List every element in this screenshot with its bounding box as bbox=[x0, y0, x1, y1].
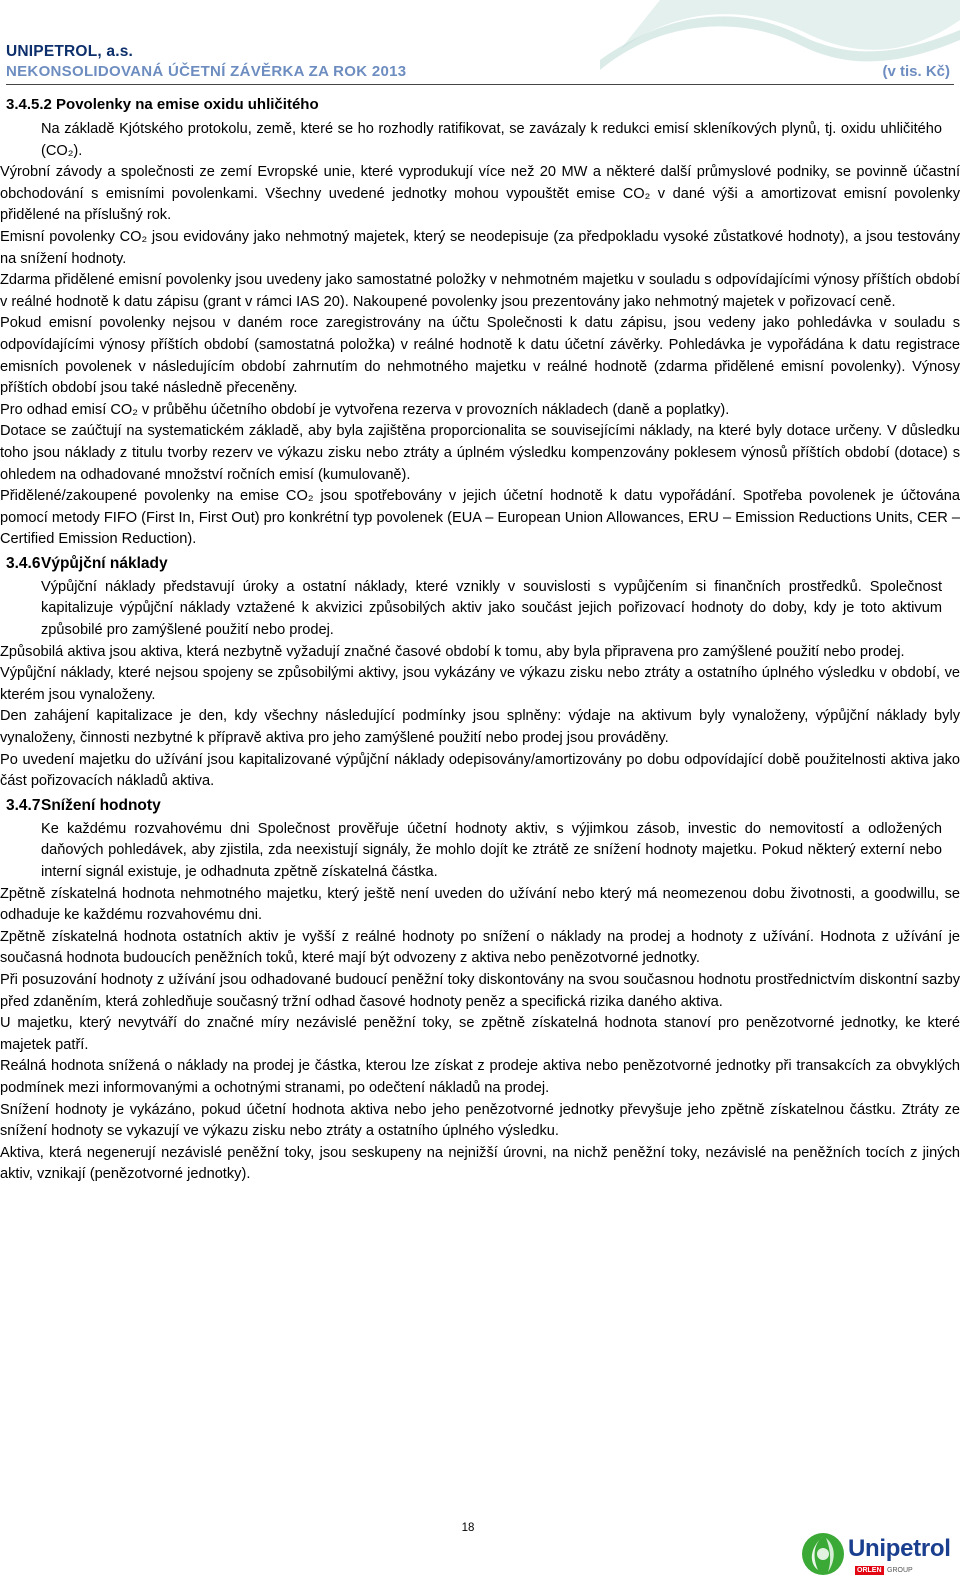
company-name: UNIPETROL, a.s. bbox=[6, 43, 134, 60]
section-borrowing-body bbox=[0, 577, 960, 793]
logo-orlen: ORLEN bbox=[857, 1567, 882, 1574]
paragraph: Při posuzování hodnoty z užívání jsou odhadované budoucí peněžní toky diskontovány na svou současnou hodnotu prostřednictvím diskontní sazby před zdaněním, která zohledňuje současný tržní odhad časové hodnoty peněz a specifická rizika daného aktiva. bbox=[0, 971, 960, 1010]
section-number: 3.4.7 bbox=[6, 796, 41, 814]
paragraph: Snížení hodnoty je vykázáno, pokud účetní hodnota aktiva nebo jeho penězotvorné jednotky převyšuje jeho zpětně získatelnou částku. Ztráty ze snížení hodnoty se vykazují ve výkazu zisku nebo ztráty a ostatního úplného výsledku. bbox=[0, 1101, 960, 1140]
section-title: Snížení hodnoty bbox=[41, 796, 161, 814]
section-impairment-body bbox=[0, 819, 960, 1186]
paragraph: Výpůjční náklady, které nejsou spojeny se způsobilými aktivy, jsou vykázány ve výkazu zisku nebo ztráty a ostatního úplného výsledku v období, ve kterém jsou vynaloženy. bbox=[0, 665, 960, 703]
paragraph: Ke každému rozvahovému dni Společnost prověřuje účetní hodnoty aktiv, s výjimkou zásob, investic do nemovitostí a odložených daňových pohledávek, aby zjistila, zda neexistují signály, že mohlo dojít ke ztrátě ze snížení hodnoty majetku. Pokud některý externí nebo interní signál existuje, je odhadnuta zpětně získatelná částka. bbox=[41, 820, 942, 880]
paragraph: U majetku, který nevytváří do značné míry nezávislé peněžní toky, se zpětně získatelná hodnota stanoví pro penězotvorné jednotky, ke které majetek patří. bbox=[0, 1015, 960, 1053]
section-heading-co2: 3.4.5.2 Povolenky na emise oxidu uhličitého bbox=[6, 96, 319, 113]
page-number: 18 bbox=[461, 1522, 475, 1534]
paragraph: Den zahájení kapitalizace je den, kdy všechny následující podmínky jsou splněny: výdaje na aktivum byly vynaloženy, výpůjční náklady byly vynaloženy, činnosti nezbytné k přípravě aktiva pro jeho zamýšlené použití nebo prodej jsou prováděny. bbox=[0, 708, 960, 747]
section-co2-body bbox=[0, 119, 960, 551]
unipetrol-logo-icon bbox=[800, 1530, 846, 1578]
logo-wordmark: Unipetrol bbox=[848, 1535, 951, 1562]
paragraph: Výrobní závody a společnosti ze zemí Evropské unie, které vyprodukují více než 20 MW a některé další průmyslové podniky, se povinně účastní obchodování s emisními povolenkami. Všechny uvedené jednotky mohou vypouštět emise CO₂ v dané výši a amortizovat emisní povolenky přidělené na příslušný rok. bbox=[0, 164, 960, 224]
logo-group: GROUP bbox=[887, 1567, 913, 1574]
paragraph: Výpůjční náklady představují úroky a ostatní náklady, které vznikly v souvislosti s vypůjčením si finančních prostředků. Společnost kapitalizuje výpůjční náklady vztažené k akvizici způsobilých aktiv jako součást jejich pořizovací hodnoty do doby, kdy je toto aktivum způsobilé pro zamýšlené použití nebo prodej. bbox=[41, 578, 942, 639]
document-body bbox=[0, 96, 960, 1186]
report-title: NEKONSOLIDOVANÁ ÚČETNÍ ZÁVĚRKA ZA ROK 2013 bbox=[6, 63, 407, 80]
paragraph: Reálná hodnota snížená o náklady na prodej je částka, kterou lze získat z prodeje aktiva nebo penězotvorné jednotky při transakcích za obvyklých podmínek mezi informovanými a ochotnými stranami, po odečtení nákladů na prodej. bbox=[0, 1058, 960, 1096]
paragraph: Pokud emisní povolenky nejsou v daném roce zaregistrovány na účtu Společnosti k datu zápisu, jsou vedeny jako pohledávka v souladu s odpovídajícími výnosy příštích období (samostatná položka) v reálné hodnotě k datu účetní závěrky. Pohledávka je vypořádána k datu registrace emisních povolenek v následujícím období zahrnutím do nehmotného majetku v reálné hodnotě (zdarma přidělené emisní povolenky). Výnosy příštích období jsou také následně přeceněny. bbox=[0, 315, 960, 397]
paragraph: Pro odhad emisí CO₂ v průběhu účetního období je vytvořena rezerva v provozních nákladech (daně a poplatky). bbox=[0, 401, 730, 418]
paragraph: Zdarma přidělené emisní povolenky jsou uvedeny jako samostatné položky v nehmotném majetku v souladu s odpovídajícími výnosy příštích období v reálné hodnotě k datu zápisu (grant v rámci IAS 20). Nakoupené povolenky jsou prezentovány jako nehmotný majetek v pořizovací ceně. bbox=[0, 272, 960, 310]
currency-unit: (v tis. Kč) bbox=[882, 63, 950, 80]
section-heading-impairment bbox=[6, 797, 960, 815]
section-heading-borrowing-costs bbox=[6, 555, 960, 573]
page-header bbox=[0, 0, 960, 90]
paragraph: Přidělené/zakoupené povolenky na emise CO₂ jsou spotřebovány v jejich účetní hodnotě k datu vypořádání. Spotřeba povolenek je účtována pomocí metody FIFO (First In, First Out) pro konkrétní typ povolenek (EUA – European Union Allowances, ERU – Emission Reductions Units, CER – Certified Emission Reduction). bbox=[0, 488, 960, 548]
section-title: Výpůjční náklady bbox=[41, 554, 168, 572]
header-divider bbox=[6, 84, 954, 85]
paragraph: Zpětně získatelná hodnota nehmotného majetku, který ještě není uveden do užívání nebo který má neomezenou dobu životnosti, a goodwillu, se odhaduje ke každému rozvahovému dni. bbox=[0, 885, 960, 924]
paragraph: Na základě Kjótského protokolu, země, které se ho rozhodly ratifikovat, se zavázaly k redukci emisí skleníkových plynů, tj. oxidu uhličitého (CO₂). bbox=[41, 121, 942, 159]
unipetrol-logo bbox=[800, 1528, 950, 1588]
section-number: 3.4.6 bbox=[6, 554, 41, 572]
paragraph: Zpětně získatelná hodnota ostatních aktiv je vyšší z reálné hodnoty po snížení o náklady na prodej a hodnoty z užívání. Hodnota z užívání je současná hodnota budoucích peněžních toků, které mají být odvozeny z aktiva nebo penězotvorné jednotky. bbox=[0, 928, 960, 967]
paragraph: Způsobilá aktiva jsou aktiva, která nezbytně vyžadují značné časové období k tomu, aby byla připravena pro zamýšlené použití nebo prodej. bbox=[0, 643, 905, 660]
paragraph: Po uvedení majetku do užívání jsou kapitalizované výpůjční náklady odepisovány/amortizovány po dobu odpovídající době použitelnosti aktiva jako část pořizovacích nákladů aktiva. bbox=[0, 751, 960, 790]
paragraph: Aktiva, která negenerují nezávislé peněžní toky, jsou seskupeny na nejnižší úrovni, na nichž peněžní toky, nezávislé na peněžních tocích z jiných aktiv, vznikají (penězotvorné jednotky). bbox=[0, 1144, 960, 1183]
paragraph: Emisní povolenky CO₂ jsou evidovány jako nehmotný majetek, který se neodepisuje (za předpokladu vysoké zůstatkové hodnoty), a jsou testovány na snížení hodnoty. bbox=[0, 228, 960, 267]
paragraph: Dotace se zaúčtují na systematickém základě, aby byla zajištěna proporcionalita se souvisejícími náklady, na které byly dotace určeny. V důsledku toho jsou náklady z titulu tvorby rezerv ve výkazu zisku nebo ztráty a úplném výsledku kompenzovány poklesem výnosů příštích období (dotace) s ohledem na odhadované množství ročních emisí (kumulovaně). bbox=[0, 423, 960, 483]
